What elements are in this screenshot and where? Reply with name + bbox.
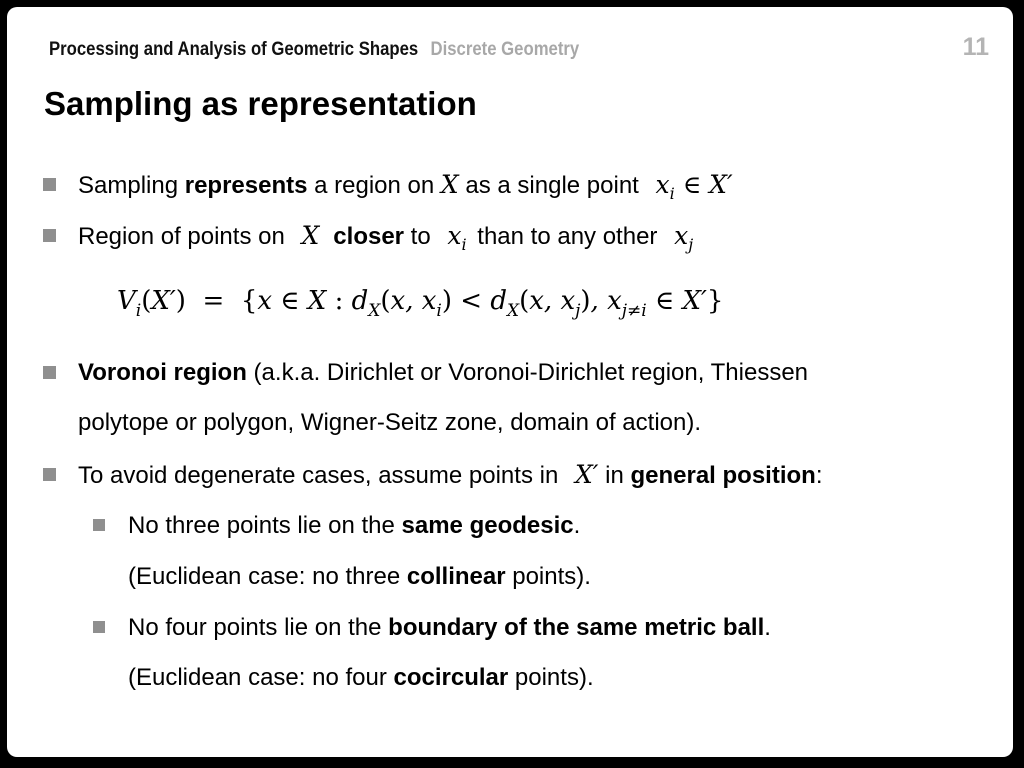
bullet-marker (43, 229, 56, 242)
math-x: X (440, 170, 459, 199)
bullet-marker (43, 178, 56, 191)
bullet-general-position: To avoid degenerate cases, assume points in X′ in general position: (78, 460, 823, 489)
slide-number: 11 (962, 33, 989, 61)
bullet-marker (43, 468, 56, 481)
voronoi-equation: $V_i(X') = \{x$ ∈ X : $d_X(x$, $x_i) < d_X(x$, $x_j$), $x_{j\ne i}$ ∈ X′} (117, 286, 724, 321)
bullet-voronoi-region: Voronoi region (a.k.a. Dirichlet or Voronoi-Dirichlet region, Thiessen (78, 359, 809, 386)
sub-bullet-marker (93, 519, 105, 531)
math-xi-in-xprime: $x_i$ ∈ X′ (655, 170, 733, 203)
bullet-region-of-points: Region of points on X closer to $x_i$ than to any other $x_j$ (78, 221, 694, 254)
sub-bullet-marker (93, 621, 105, 633)
sub-bullet-collinear-note: (Euclidean case: no three collinear points). (128, 563, 591, 590)
sub-bullet-metric-ball: No four points lie on the boundary of the same metric ball. (128, 614, 771, 641)
sub-bullet-same-geodesic: No three points lie on the same geodesic. (128, 512, 581, 539)
bullet-marker (43, 366, 56, 379)
sub-bullet-cocircular-note: (Euclidean case: no four cocircular points). (128, 664, 594, 691)
math-xj: $x_j$ (674, 221, 694, 254)
math-x: X (301, 221, 320, 250)
bullet-voronoi-region-cont: polytope or polygon, Wigner-Seitz zone, domain of action). (78, 409, 702, 436)
bullet-sampling-represents: Sampling represents a region on X as a single point $x_i$ ∈ X′ (78, 170, 733, 203)
slide-title: Sampling as representation (44, 85, 477, 122)
course-title: Processing and Analysis of Geometric Shapes (49, 39, 419, 60)
section-title: Discrete Geometry (430, 39, 580, 60)
math-xprime: X′ (574, 460, 599, 489)
slide (7, 7, 1013, 757)
math-xi: $x_i$ (447, 221, 467, 254)
slide-header (49, 39, 579, 61)
